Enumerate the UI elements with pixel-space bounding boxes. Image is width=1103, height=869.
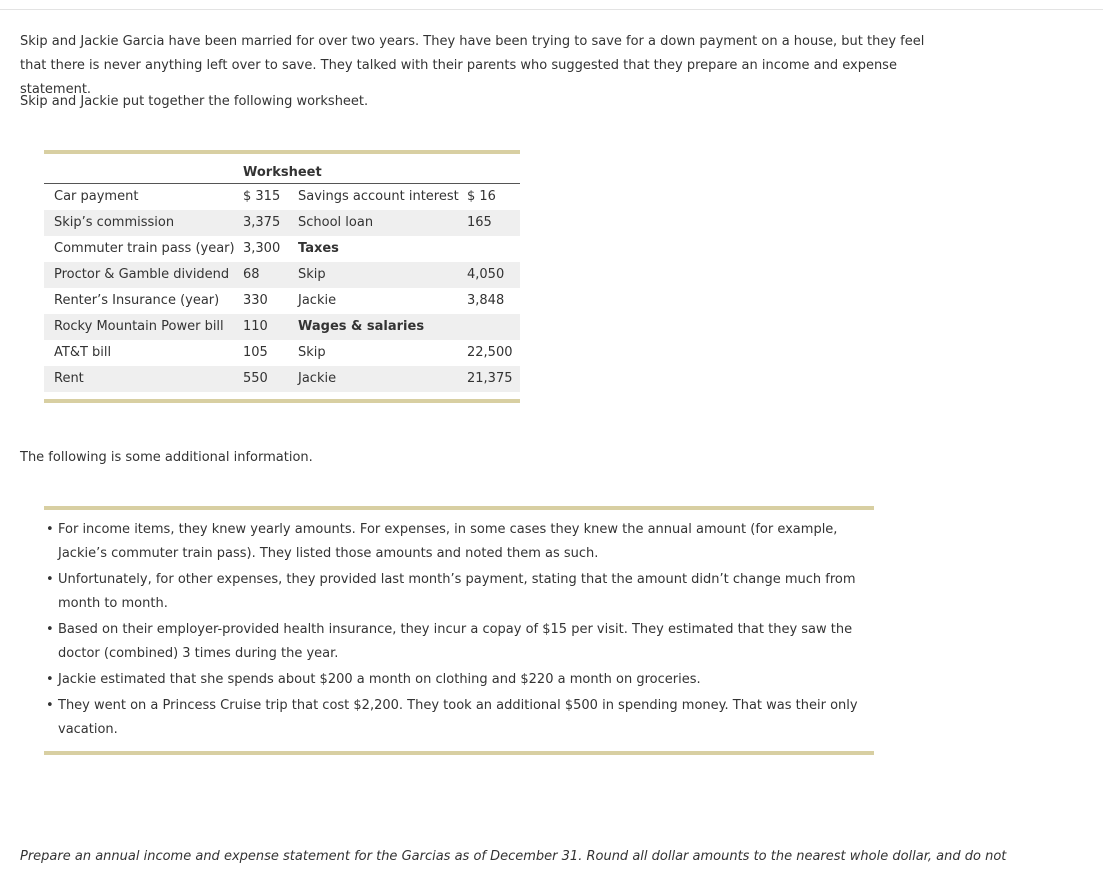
item-amount-right: 21,375 <box>467 371 513 386</box>
table-title: Worksheet <box>243 165 322 180</box>
table-row <box>44 262 520 288</box>
item-amount: 110 <box>243 319 268 334</box>
item-amount-right: 4,050 <box>467 267 505 282</box>
worksheet-table <box>44 150 520 403</box>
top-divider <box>0 9 1103 10</box>
item-amount: 105 <box>243 345 268 360</box>
list-item: • Unfortunately, for other expenses, they provided last month’s payment, stating that the amount didn’t change much from month to month. <box>44 568 874 616</box>
item-label-right: School loan <box>298 215 374 230</box>
worksheet-intro: Skip and Jackie put together the following worksheet. <box>20 94 369 109</box>
item-amount-right: 3,848 <box>467 293 505 308</box>
item-label-right: Jackie <box>298 293 337 308</box>
additional-info-intro: The following is some additional information. <box>20 450 313 465</box>
item-amount-right: 165 <box>467 215 492 230</box>
table-bottom-rule <box>44 399 520 403</box>
item-amount: 330 <box>243 293 268 308</box>
table-row <box>44 210 520 236</box>
list-item: • Based on their employer-provided health insurance, they incur a copay of $15 per visit. They estimated that they saw the doctor (combined) 3 times during the year. <box>44 618 874 666</box>
list-item: • They went on a Princess Cruise trip that cost $2,200. They took an additional $500 in spending money. That was their only vacation. <box>44 694 874 742</box>
item-label: Rent <box>54 371 84 386</box>
item-amount: 3,375 <box>243 215 281 230</box>
table-row <box>44 184 520 210</box>
list-item: • For income items, they knew yearly amounts. For expenses, in some cases they knew the annual amount (for example, Jackie’s commuter train pass). They listed those amounts and noted them as such. <box>44 518 874 566</box>
section-heading: Taxes <box>298 241 339 256</box>
list-item: • Jackie estimated that she spends about $200 a month on clothing and $220 a month on groceries. <box>44 668 874 692</box>
problem-intro: Skip and Jackie Garcia have been married for over two years. They have been trying to save for a down payment on a house, but they feel that there is never anything left over to save. They talked with their parents who suggested that they prepare an income and expense statement. <box>20 34 925 97</box>
item-label: Proctor & Gamble dividend <box>54 267 230 282</box>
item-label: Commuter train pass (year) <box>54 241 235 256</box>
item-label-right: Skip <box>298 345 326 360</box>
item-amount: $ 315 <box>243 189 281 204</box>
item-label: AT&T bill <box>54 345 112 360</box>
table-header <box>44 154 520 184</box>
instruction-text: Prepare an annual income and expense statement for the Garcias as of December 31. Round all dollar amounts to the nearest whole dollar, and do not <box>20 849 1007 864</box>
item-label: Car payment <box>54 189 139 204</box>
item-label-right: Skip <box>298 267 326 282</box>
info-list <box>44 510 874 751</box>
item-label: Skip’s commission <box>54 215 175 230</box>
additional-info-box <box>44 506 874 755</box>
table-row <box>44 236 520 262</box>
table-row <box>44 366 520 392</box>
table-row <box>44 314 520 340</box>
item-label: Rocky Mountain Power bill <box>54 319 224 334</box>
item-amount-right: 22,500 <box>467 345 513 360</box>
item-label-right: Jackie <box>298 371 337 386</box>
table-row <box>44 288 520 314</box>
item-amount: 550 <box>243 371 268 386</box>
item-label: Renter’s Insurance (year) <box>54 293 220 308</box>
item-label-right: Savings account interest <box>298 189 459 204</box>
info-bottom-rule <box>44 751 874 755</box>
table-row <box>44 340 520 366</box>
item-amount: 3,300 <box>243 241 281 256</box>
item-amount-right: $ 16 <box>467 189 496 204</box>
item-amount: 68 <box>243 267 260 282</box>
section-heading: Wages & salaries <box>298 319 425 334</box>
